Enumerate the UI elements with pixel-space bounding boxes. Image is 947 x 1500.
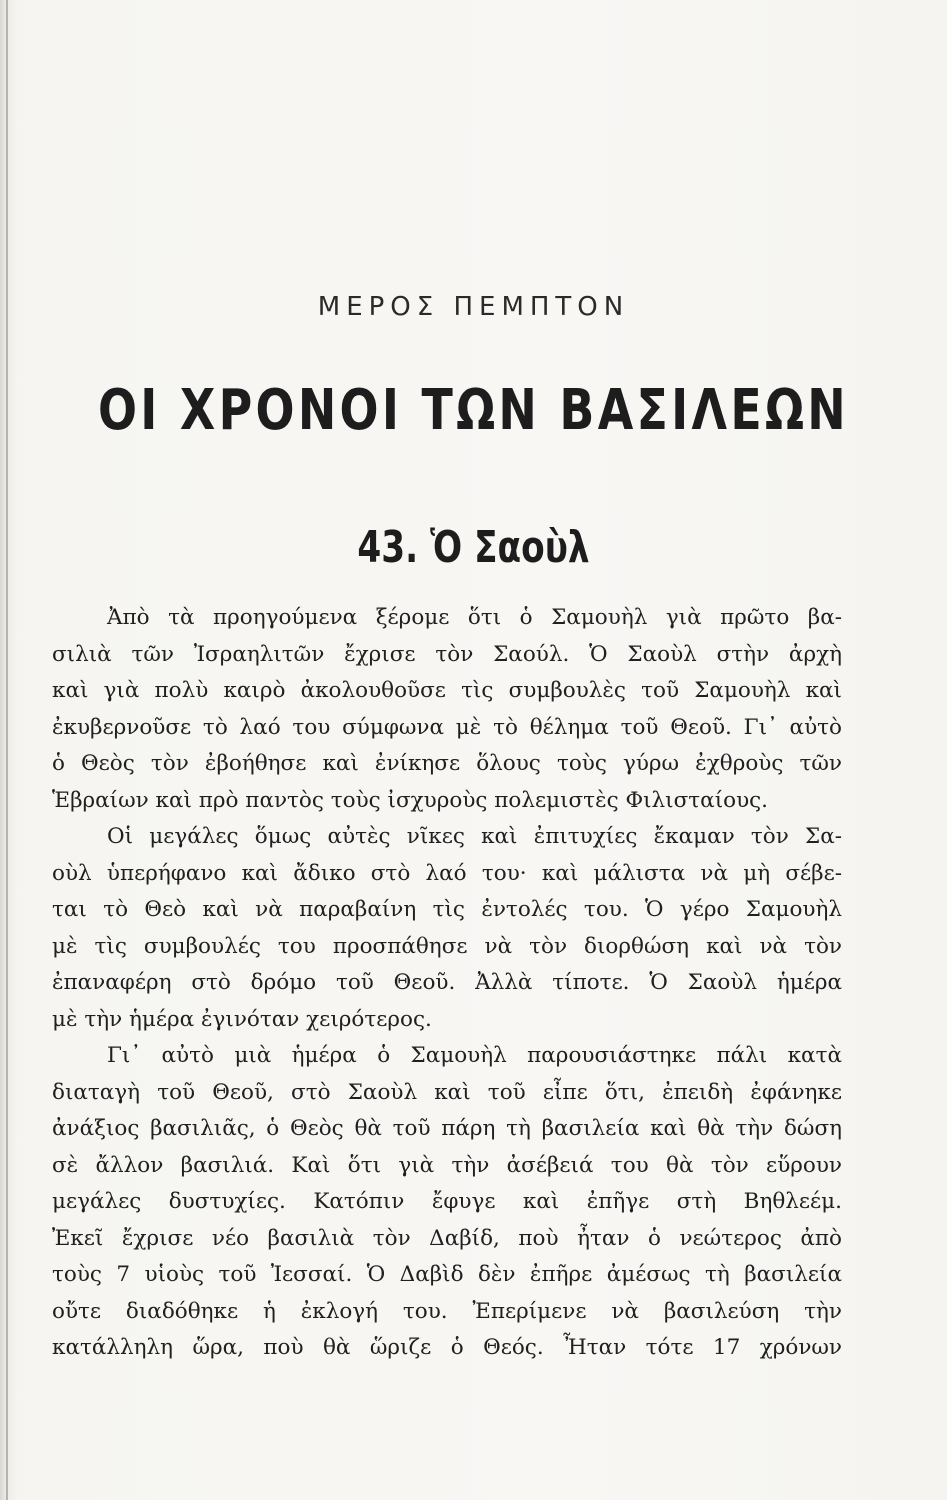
text-line: καὶ γιὰ πολὺ καιρὸ ἀκολουθοῦσε τὶς συμβουλὲς τοῦ Σαμουὴλ καὶ (52, 678, 842, 703)
text-line: Οἱ μεγάλες ὅμως αὐτὲς νῖκες καὶ ἐπιτυχίες ἔκαμαν τὸν Σα- (107, 824, 842, 849)
text-line: ἐκυβερνοῦσε τὸ λαό του σύμφωνα μὲ τὸ θέλημα τοῦ Θεοῦ. Γι᾿ αὐτὸ (52, 714, 842, 740)
text-line: σιλιὰ τῶν Ἰσραηλιτῶν ἔχρισε τὸν Σαούλ. Ὁ Σαοὺλ στὴν ἀρχὴ (52, 641, 842, 667)
text-line: Ἀπὸ τὰ προηγούμενα ξέρομε ὅτι ὁ Σαμουὴλ γιὰ πρῶτο βα- (107, 605, 842, 630)
text-line: σὲ ἄλλον βασιλιά. Καὶ ὅτι γιὰ τὴν ἀσέβειά του θὰ τὸν εὕρουν (52, 1152, 842, 1178)
main-title: ΟΙ ΧΡΟΝΟΙ ΤΩΝ ΒΑΣΙΛΕΩΝ (97, 378, 850, 443)
page-binding-edge (6, 0, 8, 1500)
part-label: ΜΕΡΟΣ ΠΕΜΠΤΟΝ (317, 292, 630, 322)
text-line: Ἐκεῖ ἔχρισε νέο βασιλιὰ τὸν Δαβίδ, ποὺ ἦταν ὁ νεώτερος ἀπὸ (52, 1225, 842, 1251)
text-line: ὁ Θεὸς τὸν ἐβοήθησε καὶ ἐνίκησε ὅλους τοὺς γύρω ἐχθροὺς τῶν (52, 751, 842, 776)
text-line: τοὺς 7 υἱοὺς τοῦ Ἰεσσαί. Ὁ Δαβὶδ δὲν ἐπῆρε ἀμέσως τὴ βασιλεία (52, 1262, 842, 1287)
text-line: κατάλληλη ὥρα, ποὺ θὰ ὥριζε ὁ Θεός. Ἦταν τότε 17 χρόνων (52, 1335, 842, 1360)
text-line: ἐπαναφέρη στὸ δρόμο τοῦ Θεοῦ. Ἀλλὰ τίποτε. Ὁ Σαοὺλ ἡμέρα (52, 970, 842, 995)
text-line: οὺλ ὑπερήφανο καὶ ἄδικο στὸ λαό του· καὶ μάλιστα νὰ μὴ σέβε- (52, 860, 842, 886)
text-line: ται τὸ Θεὸ καὶ νὰ παραβαίνη τὶς ἐντολές του. Ὁ γέρο Σαμουὴλ (52, 897, 842, 922)
text-line: μὲ τὶς συμβουλές του προσπάθησε νὰ τὸν διορθώση καὶ νὰ τὸν (52, 933, 842, 959)
text-line: οὔτε διαδόθηκε ἡ ἐκλογή του. Ἐπερίμενε νὰ βασιλεύση τὴν (52, 1298, 842, 1324)
text-line: μὲ τὴν ἡμέρα ἐγινόταν χειρότερος. (52, 1006, 432, 1032)
body-text (52, 600, 842, 1367)
text-line: ἀνάξιος βασιλιᾶς, ὁ Θεὸς θὰ τοῦ πάρη τὴ βασιλεία καὶ θὰ τὴν δώση (52, 1116, 842, 1141)
text-line: Γι᾿ αὐτὸ μιὰ ἡμέρα ὁ Σαμουὴλ παρουσιάστηκε πάλι κατὰ (107, 1043, 842, 1068)
chapter-title: 43. Ὁ Σαοὺλ (357, 522, 590, 573)
text-line: μεγάλες δυστυχίες. Κατόπιν ἔφυγε καὶ ἐπῆγε στὴ Βηθλεέμ. (52, 1189, 842, 1214)
text-line: διαταγὴ τοῦ Θεοῦ, στὸ Σαοὺλ καὶ τοῦ εἶπε ὅτι, ἐπειδὴ ἐφάνηκε (52, 1079, 842, 1105)
text-line: Ἑβραίων καὶ πρὸ παντὸς τοὺς ἰσχυροὺς πολεμιστὲς Φιλισταίους. (52, 787, 769, 813)
